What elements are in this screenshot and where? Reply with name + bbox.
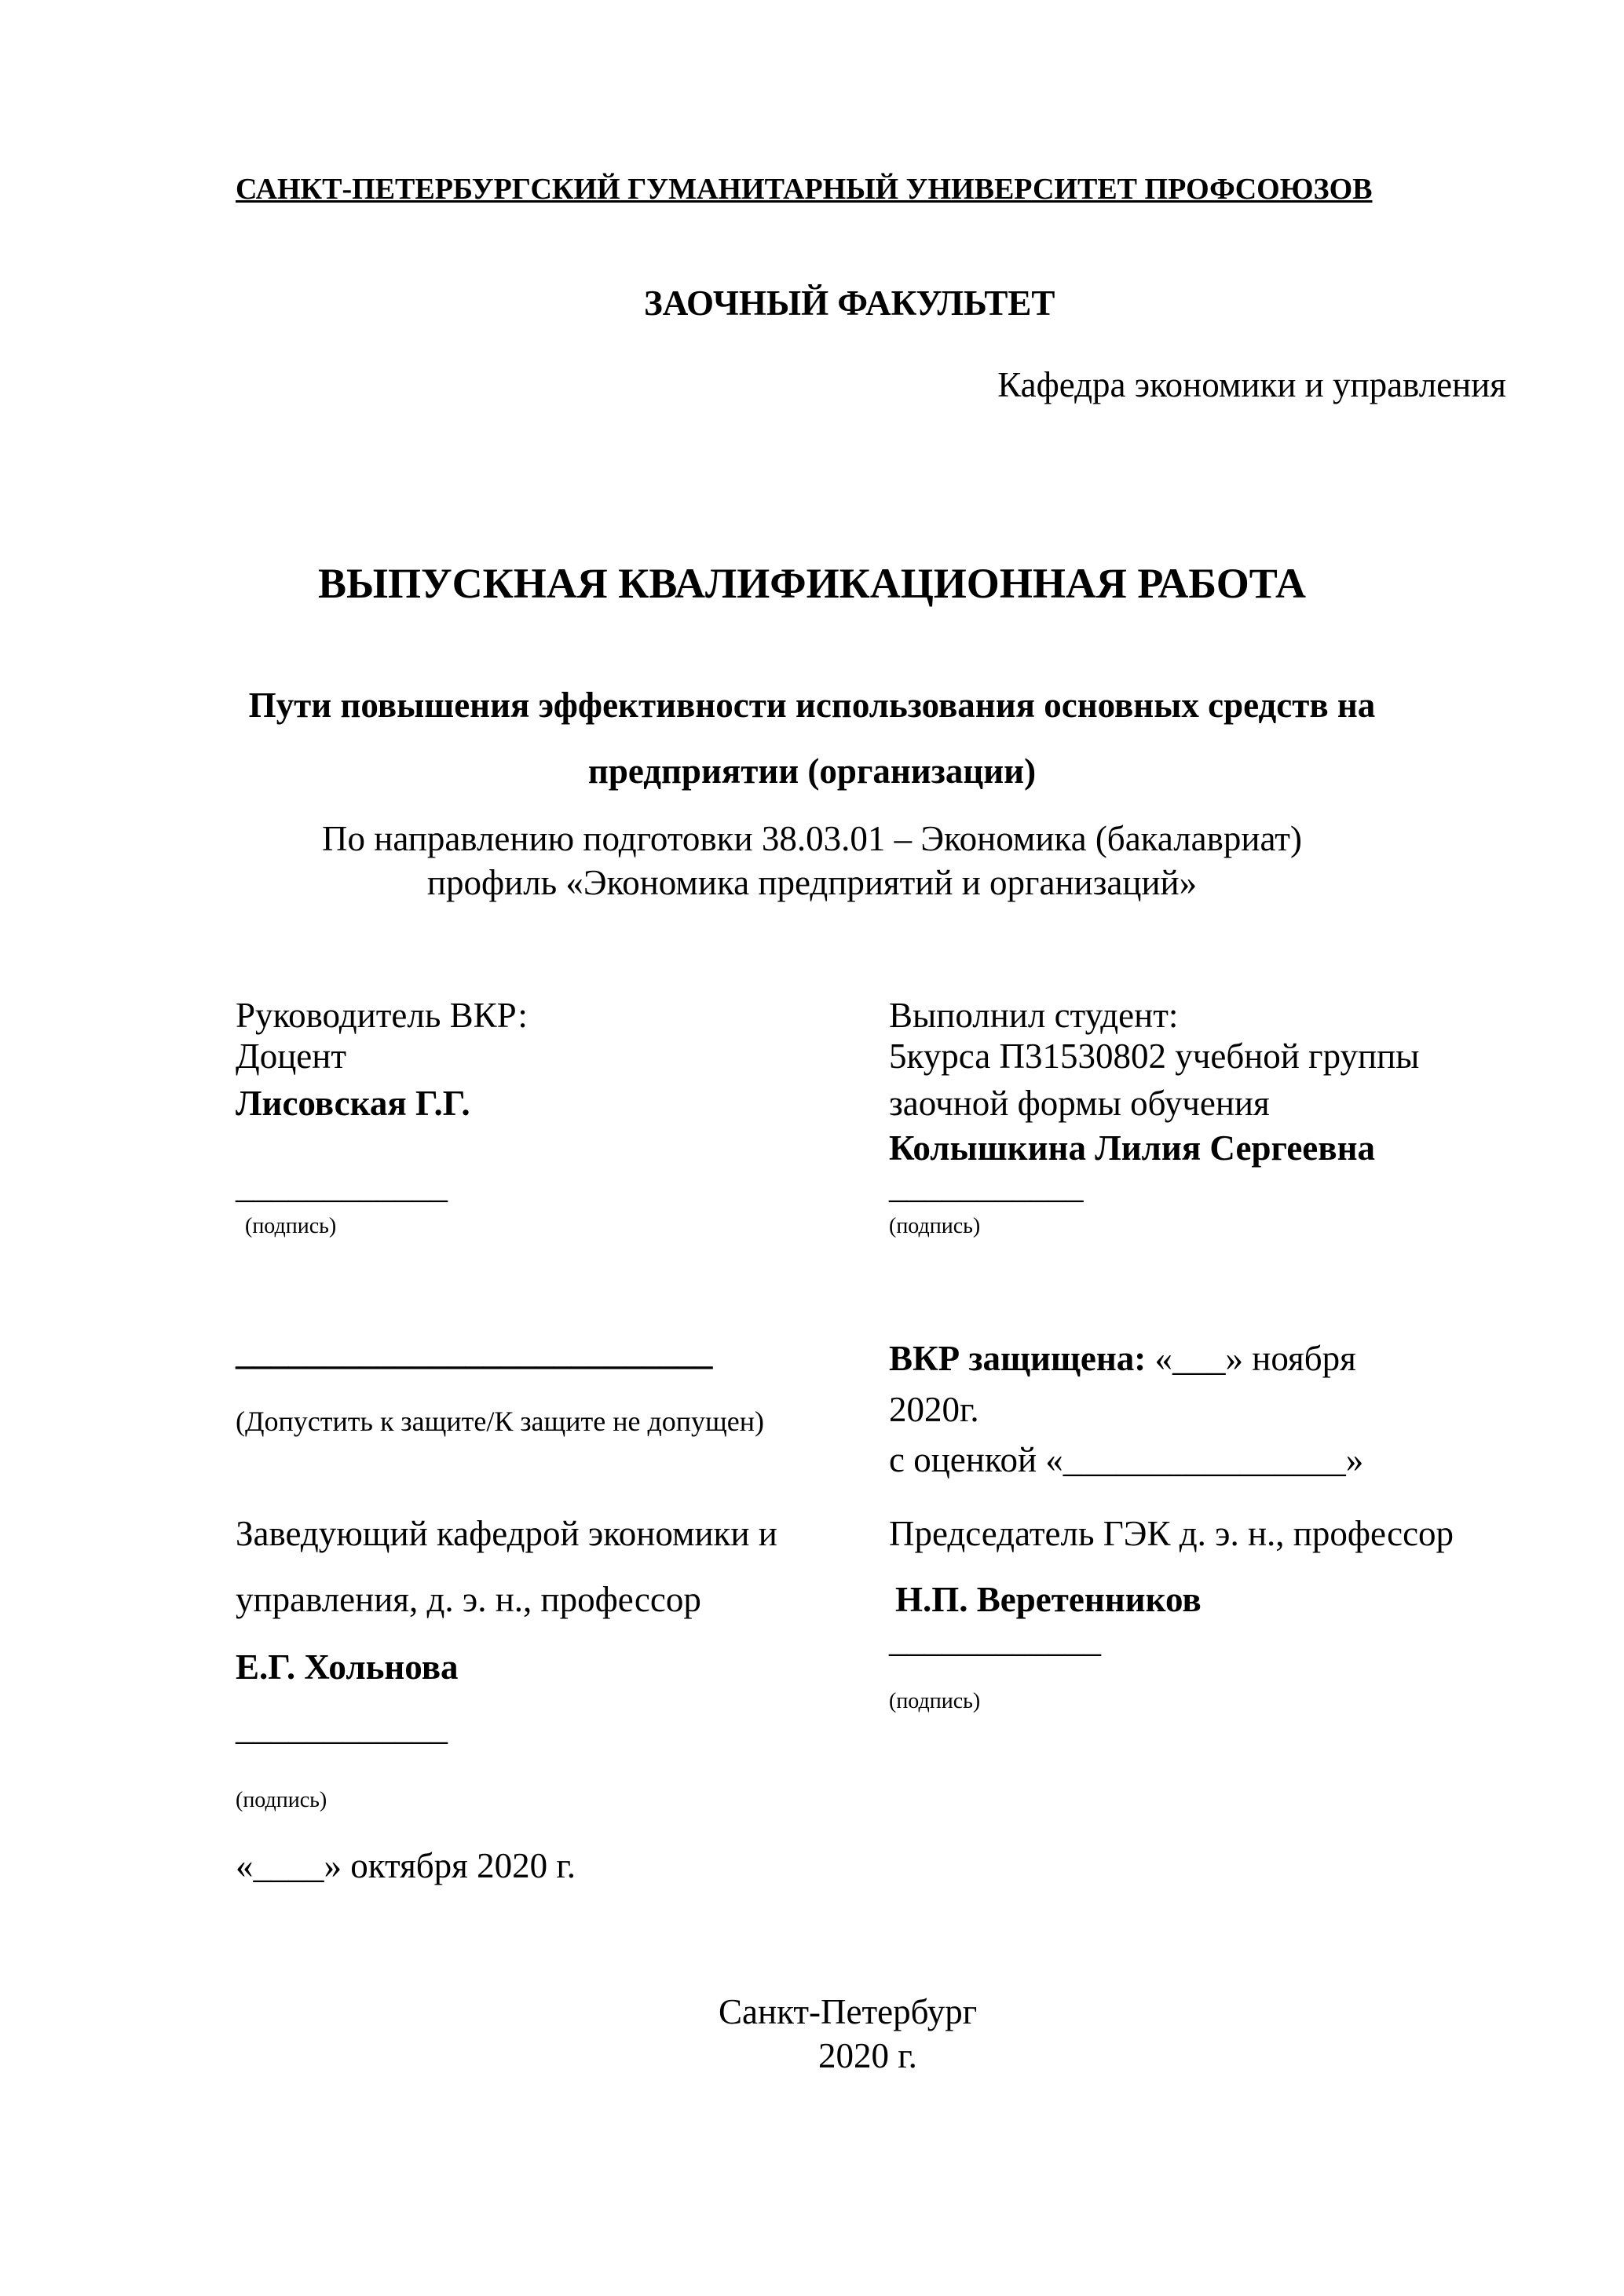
defense-year: 2020г. bbox=[889, 1390, 979, 1429]
head-sign-line: ____________ bbox=[236, 1708, 448, 1747]
head-name: Е.Г. Хольнова bbox=[236, 1647, 459, 1687]
chairman-title: Председатель ГЭК д. э. н., профессор bbox=[889, 1514, 1454, 1553]
footer-city: Санкт-Петербург bbox=[719, 1992, 978, 2031]
topic-line-1: Пути повышения эффективности использования основных средств на bbox=[248, 686, 1376, 725]
footer-year: 2020 г. bbox=[818, 2036, 917, 2075]
student-label: Выполнил студент: bbox=[889, 996, 1179, 1035]
defense-line bbox=[889, 1341, 1356, 1377]
head-title-line-1: Заведующий кафедрой экономики и bbox=[236, 1514, 777, 1553]
student-name: Колышкина Лилия Сергеевна bbox=[889, 1128, 1375, 1168]
student-sign-line: ___________ bbox=[889, 1166, 1084, 1205]
document-type: ВЫПУСКНАЯ КВАЛИФИКАЦИОННАЯ РАБОТА bbox=[317, 560, 1307, 607]
defense-grade: с оценкой «________________» bbox=[889, 1440, 1364, 1479]
topic-line-2: предприятии (организации) bbox=[587, 751, 1037, 791]
head-sign-caption: (подпись) bbox=[236, 1788, 327, 1812]
chairman-sign-caption: (подпись) bbox=[889, 1689, 981, 1713]
supervisor-sign-line: ____________ bbox=[236, 1166, 448, 1205]
student-group: 5курса П31530802 учебной группы bbox=[889, 1036, 1420, 1076]
supervisor-name: Лисовская Г.Г. bbox=[236, 1084, 470, 1123]
direction: По направлению подготовки 38.03.01 – Экономика (бакалавриат) bbox=[322, 819, 1302, 858]
admission-caption: (Допустить к защите/К защите не допущен) bbox=[236, 1406, 765, 1437]
university-name: САНКТ-ПЕТЕРБУРГСКИЙ ГУМАНИТАРНЫЙ УНИВЕРСИТЕТ ПРОФСОЮЗОВ bbox=[236, 173, 1373, 206]
admission-line: ___________________________ bbox=[236, 1333, 713, 1372]
chairman-sign-line: ____________ bbox=[889, 1620, 1101, 1659]
defense-date: «___» ноября bbox=[1154, 1339, 1356, 1378]
chairman-name: Н.П. Веретенников bbox=[895, 1580, 1202, 1619]
faculty-name: ЗАОЧНЫЙ ФАКУЛЬТЕТ bbox=[644, 283, 1055, 323]
department-name: Кафедра экономики и управления bbox=[997, 365, 1506, 404]
student-form: заочной формы обучения bbox=[889, 1084, 1270, 1123]
supervisor-position: Доцент bbox=[236, 1036, 346, 1076]
profile: профиль «Экономика предприятий и организаций» bbox=[426, 863, 1198, 902]
head-title-line-2: управления, д. э. н., профессор bbox=[236, 1580, 701, 1619]
head-date: «____» октября 2020 г. bbox=[236, 1846, 576, 1885]
supervisor-label: Руководитель ВКР: bbox=[236, 996, 528, 1035]
supervisor-sign-caption: (подпись) bbox=[245, 1214, 337, 1238]
student-sign-caption: (подпись) bbox=[889, 1214, 981, 1238]
defense-label: ВКР защищена: bbox=[889, 1339, 1147, 1378]
